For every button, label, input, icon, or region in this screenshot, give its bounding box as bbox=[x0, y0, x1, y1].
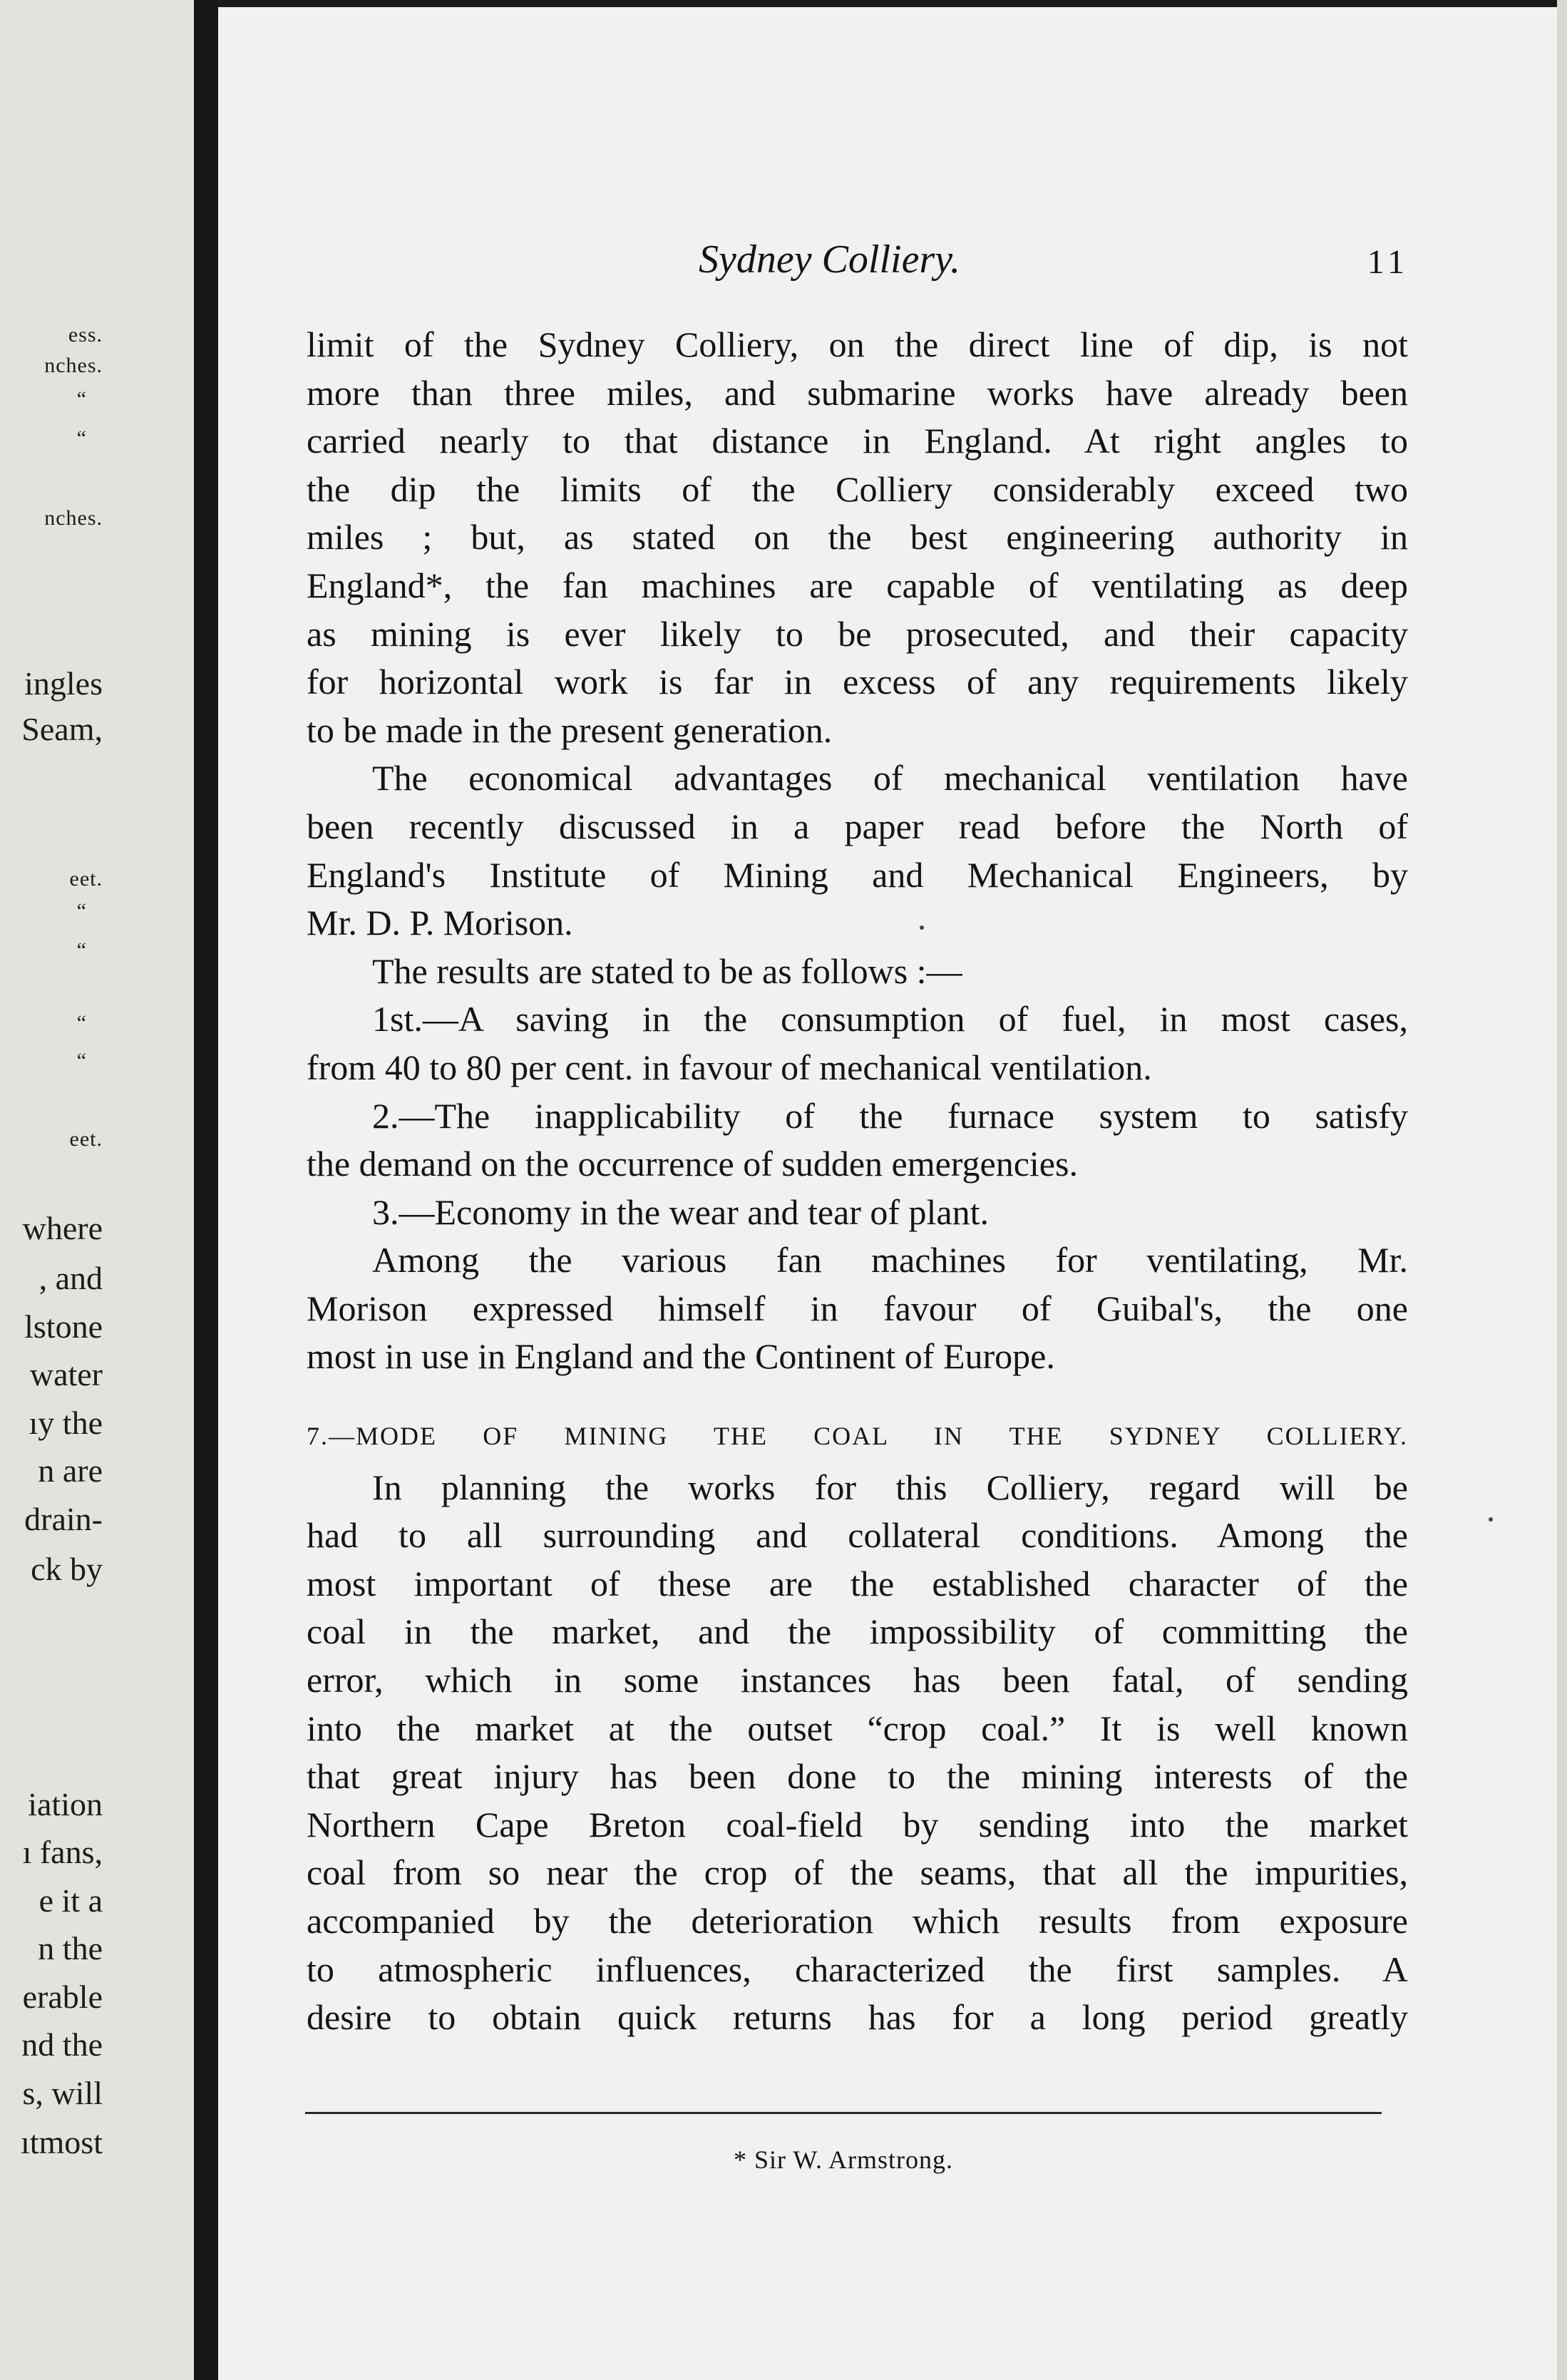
text-line: accompanied by the deterioration which results from exposure bbox=[307, 1901, 1408, 1941]
list-item bbox=[307, 995, 1408, 1092]
footnote: * Sir W. Armstrong. bbox=[733, 2145, 954, 2174]
left-fragment: lstone bbox=[24, 1308, 103, 1345]
left-fragment: ı fans, bbox=[22, 1834, 103, 1870]
text-line: miles ; but, as stated on the best engineering authority in bbox=[307, 517, 1408, 558]
left-fragment: “ bbox=[76, 1011, 87, 1035]
left-fragment: eet. bbox=[69, 1127, 103, 1151]
left-fragment: iation bbox=[28, 1786, 103, 1822]
page-header bbox=[314, 237, 1409, 294]
left-fragment: ess. bbox=[68, 323, 103, 347]
text-line: 2.—The inapplicability of the furnace system to satisfy bbox=[372, 1095, 1408, 1136]
left-fragment: Seam, bbox=[21, 711, 103, 747]
left-fragment: ıy the bbox=[29, 1405, 103, 1441]
paragraph bbox=[307, 1464, 1408, 2042]
list-item bbox=[307, 1092, 1408, 1189]
text-line: In planning the works for this Colliery, regard will be bbox=[372, 1467, 1408, 1507]
left-fragment: erable bbox=[22, 1979, 103, 2015]
text-line: desire to obtain quick returns has for a long period greatly bbox=[307, 1997, 1408, 2038]
running-title: Sydney Colliery. bbox=[699, 237, 961, 282]
left-fragment: e it a bbox=[38, 1882, 103, 1919]
left-page-edge bbox=[0, 0, 194, 2380]
text-line: most in use in England and the Continent of Europe. bbox=[307, 1336, 1055, 1377]
text-line: as mining is ever likely to be prosecuted, and their capacity bbox=[307, 613, 1408, 654]
text-line: England*, the fan machines are capable of ventilating as deep bbox=[307, 565, 1408, 605]
left-fragment: “ bbox=[76, 938, 87, 962]
section-heading: 7.—MODE OF MINING THE COAL IN THE SYDNEY COLLIERY. bbox=[307, 1422, 1408, 1451]
scan-top-shadow bbox=[214, 0, 1567, 7]
text-line: for horizontal work is far in excess of any requirements likely bbox=[307, 662, 1408, 702]
left-fragment: nches. bbox=[44, 506, 103, 530]
left-fragment: n are bbox=[38, 1452, 103, 1489]
text-line: Among the various fan machines for ventilating, Mr. bbox=[372, 1240, 1408, 1281]
left-fragment: “ bbox=[76, 426, 87, 450]
text-line: England's Institute of Mining and Mechanical Engineers, by bbox=[307, 854, 1408, 895]
left-fragment: where bbox=[22, 1210, 103, 1246]
body-text bbox=[307, 321, 1408, 2042]
text-line: more than three miles, and submarine works have already been bbox=[307, 372, 1408, 413]
left-fragment: nd the bbox=[21, 2026, 103, 2063]
text-line: from 40 to 80 per cent. in favour of mechanical ventilation. bbox=[307, 1047, 1152, 1087]
left-fragment: drain- bbox=[24, 1501, 103, 1537]
left-fragment: eet. bbox=[69, 867, 103, 891]
text-line: Mr. D. P. Morison. bbox=[307, 903, 573, 943]
text-line: The economical advantages of mechanical ventilation have bbox=[372, 758, 1408, 799]
text-line: error, which in some instances has been fatal, of sending bbox=[307, 1660, 1408, 1701]
text-line: Morison expressed himself in favour of Guibal's, the one bbox=[307, 1288, 1408, 1328]
text-line: to be made in the present generation. bbox=[307, 709, 833, 750]
text-line: The results are stated to be as follows :— bbox=[372, 950, 962, 991]
text-line: into the market at the outset “crop coal.” It is well known bbox=[307, 1708, 1408, 1748]
text-line: Northern Cape Breton coal-field by sending into the market bbox=[307, 1804, 1408, 1845]
text-line: coal in the market, and the impossibility of committing the bbox=[307, 1611, 1408, 1652]
left-fragment: “ bbox=[76, 387, 87, 411]
text-line: that great injury has been done to the mining interests of the bbox=[307, 1756, 1408, 1797]
text-line: carried nearly to that distance in England. At right angles to bbox=[307, 421, 1408, 461]
text-line: the demand on the occurrence of sudden emergencies. bbox=[307, 1144, 1078, 1184]
footnote-rule bbox=[305, 2112, 1382, 2114]
left-fragment: water bbox=[29, 1356, 103, 1392]
text-line: the dip the limits of the Colliery considerably exceed two bbox=[307, 468, 1408, 509]
paragraph bbox=[307, 1236, 1408, 1381]
left-fragment: ck by bbox=[31, 1551, 103, 1587]
paragraph bbox=[307, 321, 1408, 754]
left-fragment: nches. bbox=[44, 354, 103, 377]
left-fragment: “ bbox=[76, 1049, 87, 1072]
left-fragment: s, will bbox=[22, 2075, 103, 2111]
scan-speck bbox=[920, 925, 924, 930]
left-fragment: ıtmost bbox=[20, 2124, 103, 2160]
text-line: 1st.—A saving in the consumption of fuel, in most cases, bbox=[372, 999, 1408, 1040]
scan-speck bbox=[1489, 1517, 1493, 1522]
text-line: to atmospheric influences, characterized the first samples. A bbox=[307, 1949, 1408, 1989]
list-item bbox=[307, 1189, 1408, 1237]
left-fragment: , and bbox=[38, 1260, 103, 1296]
text-line: coal from so near the crop of the seams, that all the impurities, bbox=[307, 1852, 1408, 1893]
page-right-edge bbox=[1557, 0, 1567, 2380]
text-line: 3.—Economy in the wear and tear of plant. bbox=[372, 1191, 989, 1232]
left-fragment: “ bbox=[76, 899, 87, 923]
text-line: most important of these are the established character of the bbox=[307, 1563, 1408, 1604]
left-fragment: ingles bbox=[24, 665, 103, 702]
page-number: 11 bbox=[1367, 243, 1409, 281]
paragraph bbox=[307, 754, 1408, 947]
text-line: been recently discussed in a paper read before the North of bbox=[307, 806, 1408, 846]
left-fragment: n the bbox=[38, 1930, 103, 1966]
text-line: had to all surrounding and collateral conditions. Among the bbox=[307, 1515, 1408, 1556]
text-line: limit of the Sydney Colliery, on the direct line of dip, is not bbox=[307, 324, 1408, 364]
paragraph bbox=[307, 948, 1408, 996]
book-gutter bbox=[194, 0, 218, 2380]
